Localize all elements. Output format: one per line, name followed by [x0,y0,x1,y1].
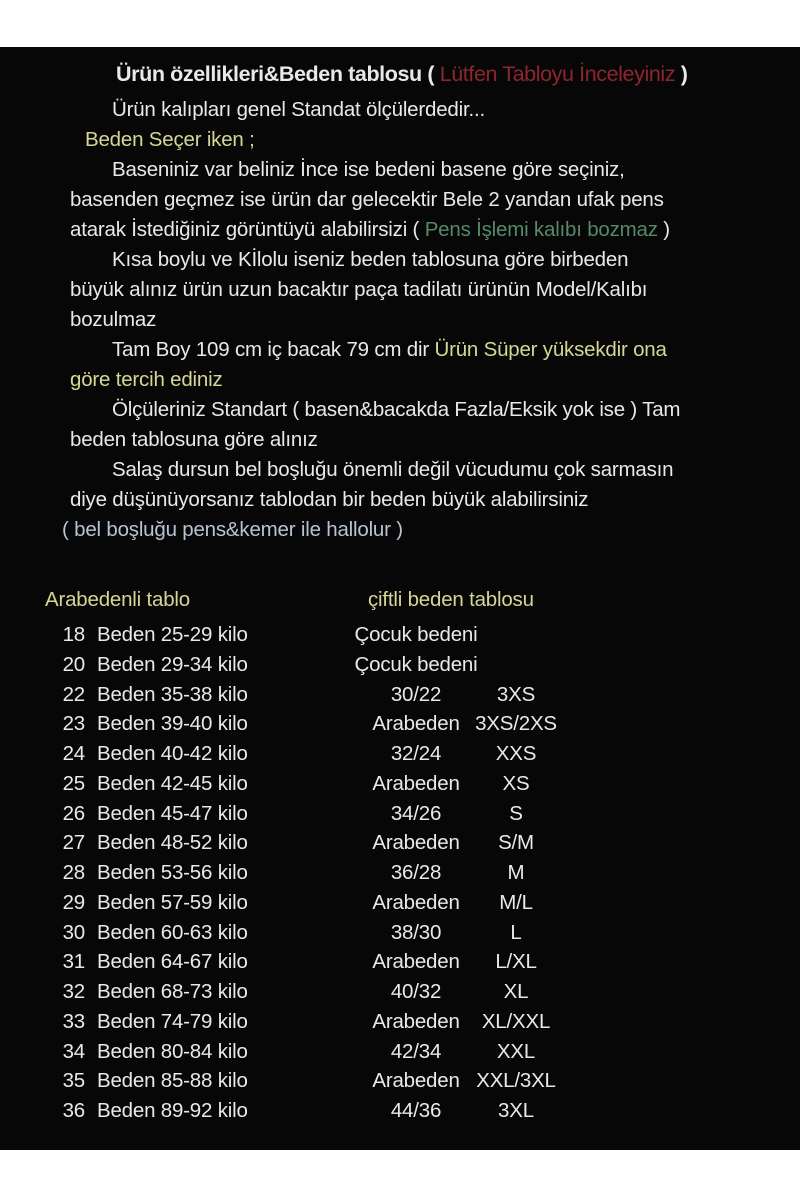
mid-size-value: 42/34 [390,1039,442,1063]
text-line [70,425,760,455]
text-segment-text: Ürün kalıpları genel Standat ölçülerdedir... [112,98,485,121]
mid-size-value: Arabeden [372,890,460,914]
size-table-header [0,584,800,620]
letter-size-value: XL [503,980,529,1003]
text-line [85,125,760,155]
letter-size-value: S [509,801,523,825]
text-line [70,215,760,245]
size-table-row [0,1096,800,1126]
text-segment-text: basenden geçmez ise ürün dar gelecektir Bele 2 yandan ufak pens [70,188,664,211]
size-table-row [0,1037,800,1067]
letter-size-value: 3XS [496,682,536,706]
weight-range: Beden 74-79 kilo [97,1009,248,1033]
weight-range: Beden 40-42 kilo [97,742,248,765]
text-line [112,335,760,365]
product-info-panel [0,47,800,1150]
size-number: 23 [62,712,85,736]
text-line [70,485,760,515]
mid-size-value: Arabeden [372,771,460,795]
letter-size-value: S/M [498,831,534,855]
text-line [70,275,760,305]
size-table-row [0,1066,800,1096]
text-segment-green: Pens İşlemi kalıbı bozmaz [424,218,658,241]
weight-range: Beden 57-59 kilo [97,890,248,914]
weight-range: Beden 29-34 kilo [97,652,248,676]
mid-size-value: 30/22 [390,682,442,706]
size-table-row [0,888,800,918]
size-table-row [0,680,800,710]
mid-size-value: Arabeden [372,831,460,855]
text-line [112,455,760,485]
size-number: 34 [62,1039,85,1063]
size-number: 27 [62,831,85,855]
text-line [70,365,760,395]
letter-size-value: 3XL [498,1099,534,1122]
size-number: 36 [62,1099,85,1122]
text-segment-text: beden tablosuna göre alınız [70,428,318,451]
weight-range: Beden 53-56 kilo [97,861,248,884]
weight-range: Beden 48-52 kilo [97,831,248,855]
text-line [112,155,760,185]
size-table-body [0,620,800,1126]
text-segment-text: Ürün özellikleri&Beden tablosu ( [116,62,440,86]
size-number: 20 [62,652,85,676]
letter-size-value: XXS [495,742,537,765]
text-segment-blue: ( bel boşluğu pens&kemer ile hallolur ) [62,518,403,541]
size-table-row [0,858,800,888]
weight-range: Beden 85-88 kilo [97,1069,248,1093]
size-number: 30 [62,920,85,944]
text-line [70,305,760,335]
weight-range: Beden 64-67 kilo [97,950,248,974]
mid-size-value: 36/28 [390,861,442,884]
text-segment-text: Baseniniz var beliniz İnce ise bedeni basene göre seçiniz, [112,158,625,181]
text-segment-text: ) [675,62,688,86]
letter-size-value: XXL [496,1039,536,1063]
size-table [0,584,800,1126]
size-number: 33 [62,1009,85,1033]
double-size-table-header: çiftli beden tablosu [368,588,534,611]
letter-size-value: XL/XXL [481,1009,551,1033]
size-table-row [0,769,800,799]
text-segment-yellow: göre tercih ediniz [70,368,223,391]
text-segment-text: Tam Boy 109 cm iç bacak 79 cm dir [112,338,435,361]
weight-range: Beden 42-45 kilo [97,771,248,795]
mid-size-value: Arabeden [372,950,460,974]
text-segment-yellow: Ürün Süper yüksekdir ona [434,338,667,361]
mid-size-value: 40/32 [390,980,442,1003]
text-segment-text: Salaş dursun bel boşluğu önemli değil vücudumu çok sarmasın [112,458,674,481]
weight-range: Beden 80-84 kilo [97,1039,248,1063]
text-line [70,185,760,215]
mid-size-value: 34/26 [390,801,442,825]
text-segment-text: atarak İstediğiniz görüntüyü alabilirsizi ( [70,218,425,241]
page-title [116,55,760,95]
size-number: 29 [62,890,85,914]
text-segment-text: büyük alınız ürün uzun bacaktır paça tadilatı ürünün Model/Kalıbı [70,278,648,301]
size-table-row [0,918,800,948]
size-number: 26 [62,801,85,825]
size-number: 31 [62,950,85,974]
text-line [112,245,760,275]
mid-size-value: Çocuk bedeni [354,652,478,676]
size-table-row [0,709,800,739]
letter-size-value: L/XL [495,950,537,974]
letter-size-value: XS [502,771,530,795]
mid-size-value: 44/36 [390,1099,442,1122]
text-segment-text: Kısa boylu ve Kİlolu iseniz beden tablosuna göre birbeden [112,248,629,271]
text-segment-text: ) [657,218,670,241]
text-segment-red: Lütfen Tabloyu İnceleyiniz [439,62,676,86]
size-table-row [0,650,800,680]
letter-size-value: 3XS/2XS [475,712,557,736]
mid-size-value: Arabeden [372,1069,460,1093]
size-number: 28 [62,861,85,884]
weight-range: Beden 25-29 kilo [97,623,248,646]
size-number: 32 [62,980,85,1003]
size-table-row [0,947,800,977]
size-table-row [0,1007,800,1037]
mid-size-value: 32/24 [390,742,442,765]
mid-size-value: Arabeden [372,712,460,736]
weight-range: Beden 45-47 kilo [97,801,248,825]
weight-range: Beden 68-73 kilo [97,980,248,1003]
half-size-table-header: Arabedenli tablo [45,588,190,611]
text-line [62,515,760,545]
size-number: 24 [62,742,85,765]
size-number: 35 [62,1069,85,1093]
letter-size-value: L [510,920,522,944]
intro-text [62,55,760,545]
size-table-row [0,739,800,769]
size-table-row [0,977,800,1007]
weight-range: Beden 39-40 kilo [97,712,248,736]
size-number: 18 [62,623,85,646]
weight-range: Beden 35-38 kilo [97,682,248,706]
text-segment-text: bozulmaz [70,308,157,331]
mid-size-value: 38/30 [390,920,442,944]
text-segment-text: diye düşünüyorsanız tablodan bir beden büyük alabilirsiniz [70,488,589,511]
letter-size-value: M/L [499,890,533,914]
size-number: 25 [62,771,85,795]
letter-size-value: XXL/3XL [476,1069,556,1093]
size-table-row [0,799,800,829]
size-number: 22 [62,682,85,706]
text-line [112,95,760,125]
size-table-row [0,620,800,650]
text-line [112,395,760,425]
weight-range: Beden 89-92 kilo [97,1099,248,1122]
weight-range: Beden 60-63 kilo [97,920,248,944]
mid-size-value: Arabeden [372,1009,460,1033]
text-segment-text: Ölçüleriniz Standart ( basen&bacakda Fazla/Eksik yok ise ) Tam [112,398,681,421]
size-table-row [0,828,800,858]
letter-size-value: M [507,861,525,884]
mid-size-value: Çocuk bedeni [354,623,478,646]
text-segment-yellow: Beden Seçer iken ; [85,128,255,151]
